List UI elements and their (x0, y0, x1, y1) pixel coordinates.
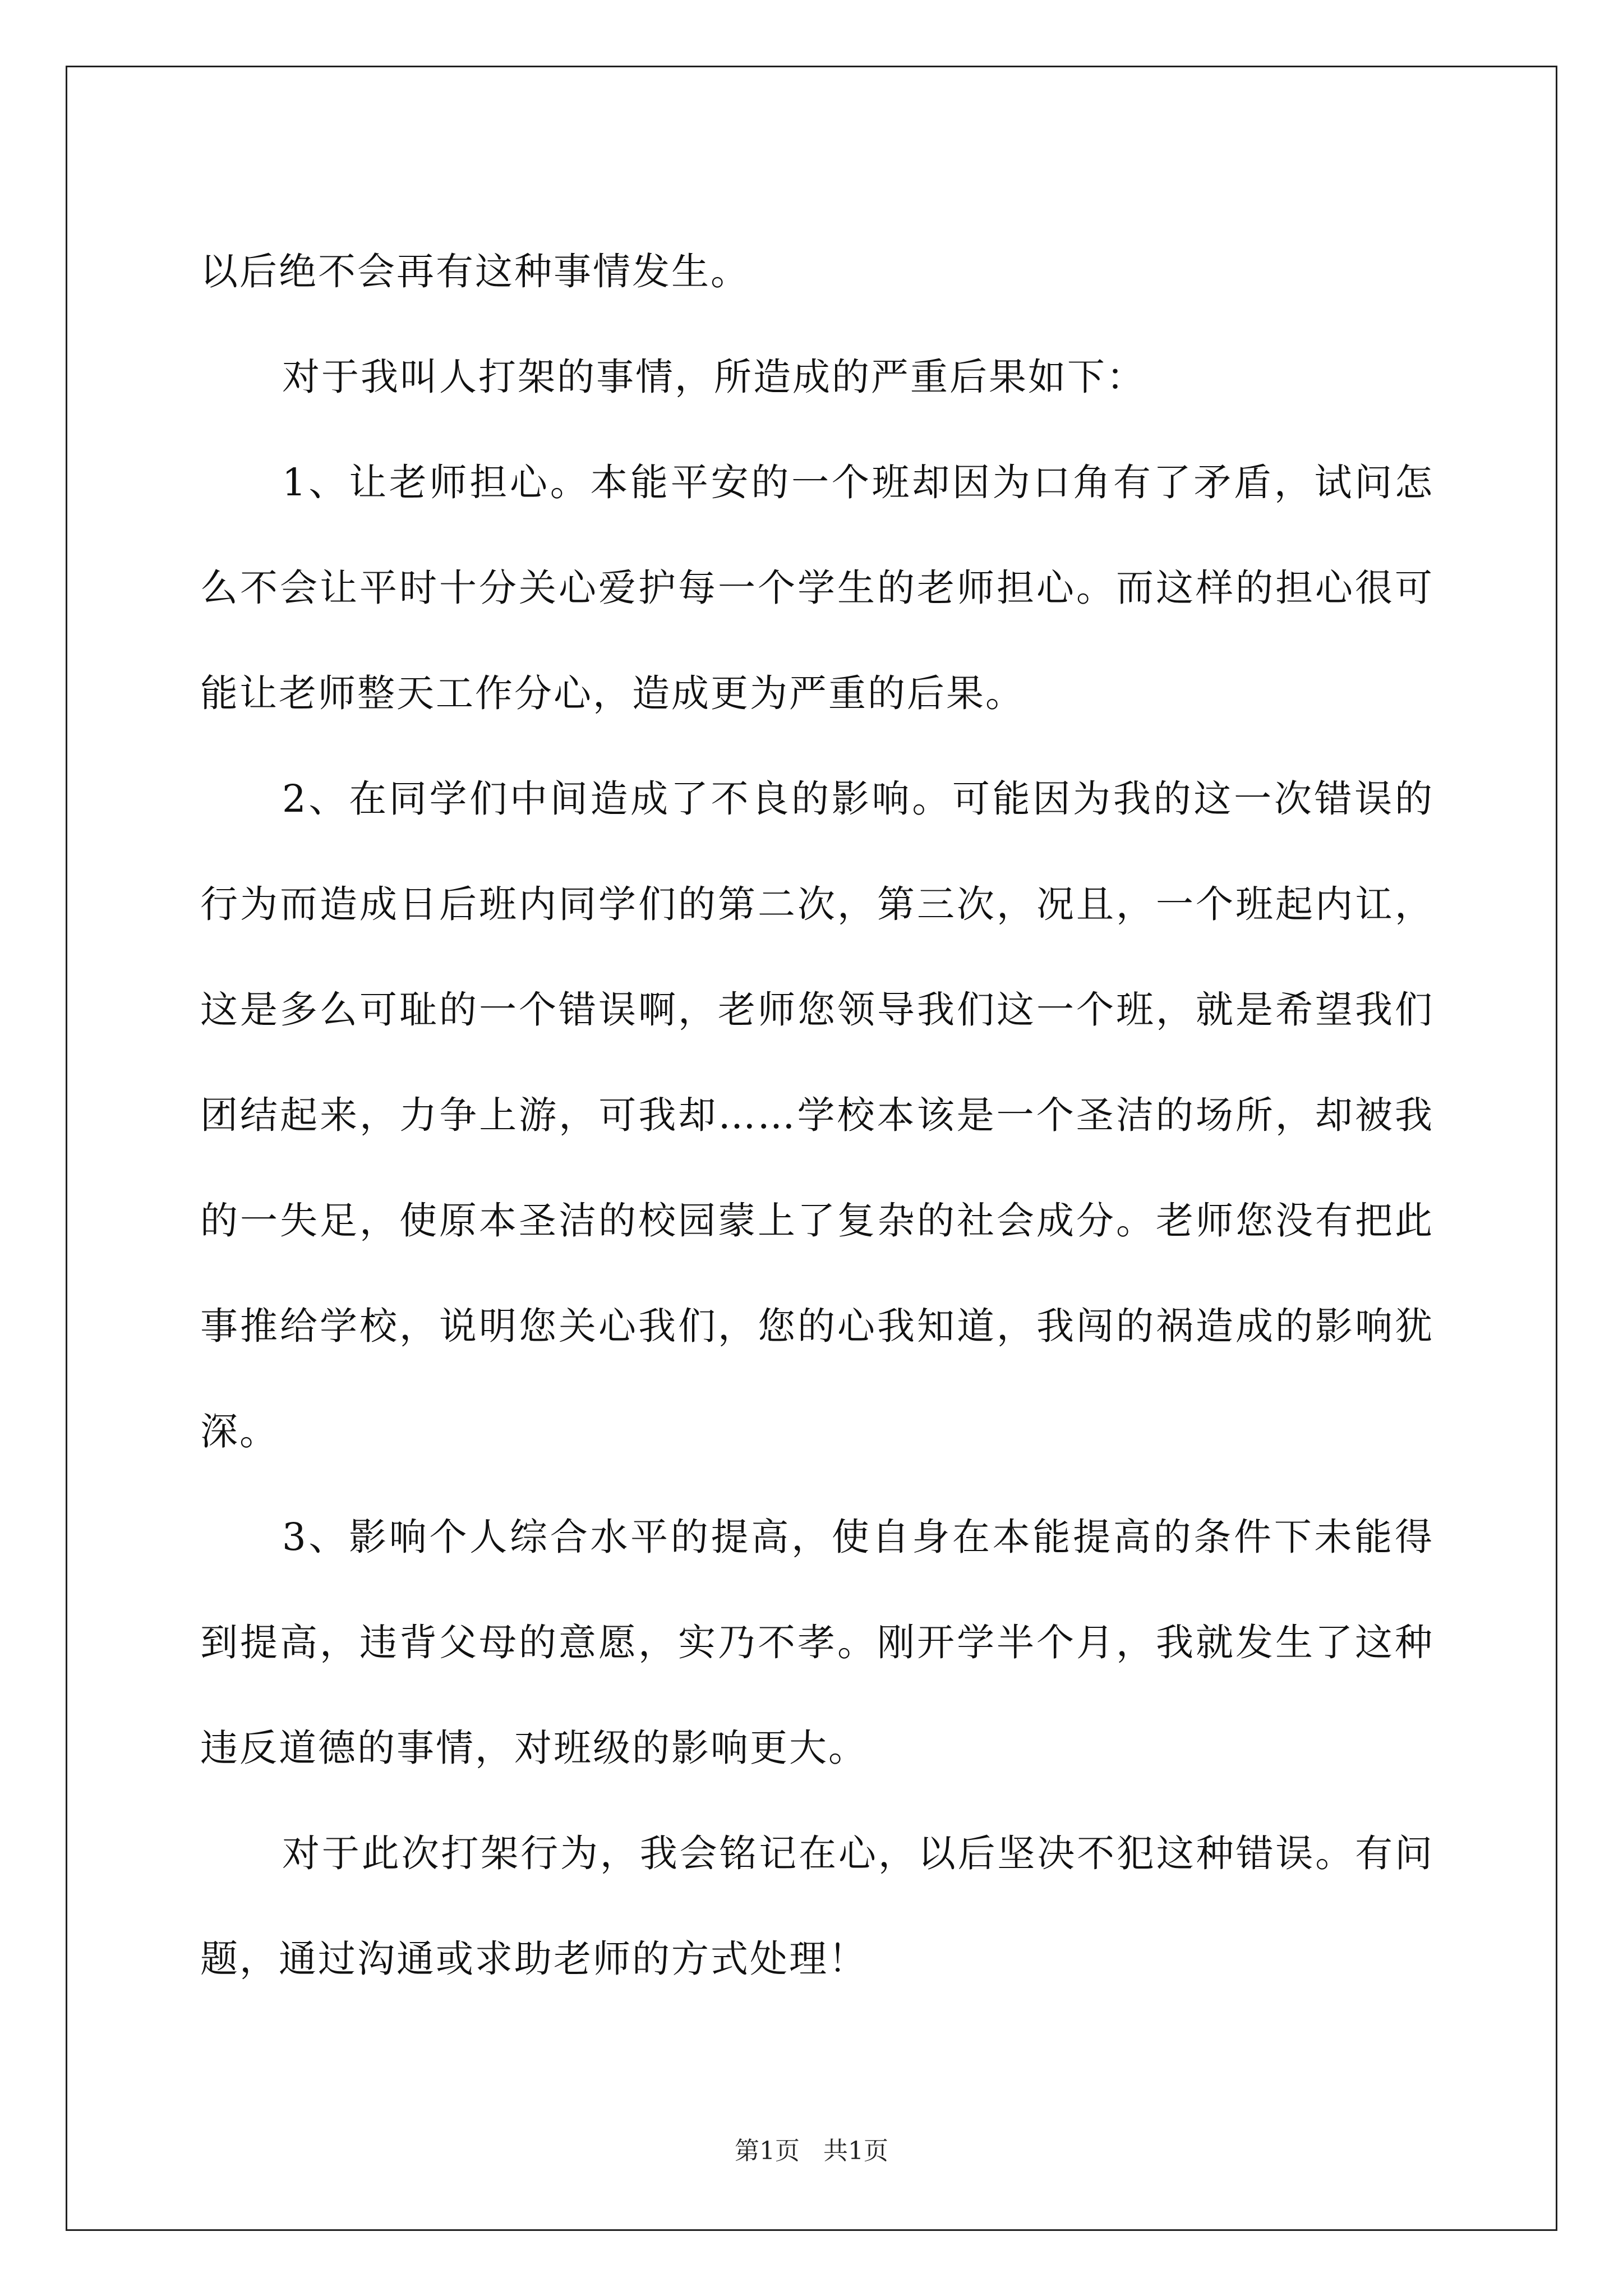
paragraph-2: 对于我叫人打架的事情，所造成的严重后果如下： (282, 355, 1146, 399)
document-body (200, 219, 1434, 2012)
paragraph-4: 2、在同学们中间造成了不良的影响。可能因为我的这一次错误的行为而造成日后班内同学们的第二次，第三次，况且，一个班起内讧，这是多么可耻的一个错误啊，老师您领导我们这一个班，就是希望我们团结起来，力争上游，可我却……学校本该是一个圣洁的场所，却被我的一失足，使原本圣洁的校园蒙上了复杂的社会成分。老师您没有把此事推给学校，说明您关心我们，您的心我知道，我闯的祸造成的影响犹深。 (200, 777, 1434, 1453)
paragraph-6: 对于此次打架行为，我会铭记在心，以后坚决不犯这种错误。有问题，通过沟通或求助老师的方式处理！ (200, 1832, 1434, 1981)
page-footer (0, 2134, 1623, 2168)
paragraph-1: 以后绝不会再有这种事情发生。 (200, 250, 750, 293)
paragraph-3: 1、让老师担心。本能平安的一个班却因为口角有了矛盾，试问怎么不会让平时十分关心爱护每一个学生的老师担心。而这样的担心很可能让老师整天工作分心，造成更为严重的后果。 (200, 461, 1434, 715)
page-number-label: 第1页 共1页 (735, 2137, 888, 2165)
paragraph-5: 3、影响个人综合水平的提高，使自身在本能提高的条件下未能得到提高，违背父母的意愿，实乃不孝。刚开学半个月，我就发生了这种违反道德的事情，对班级的影响更大。 (200, 1515, 1434, 1770)
